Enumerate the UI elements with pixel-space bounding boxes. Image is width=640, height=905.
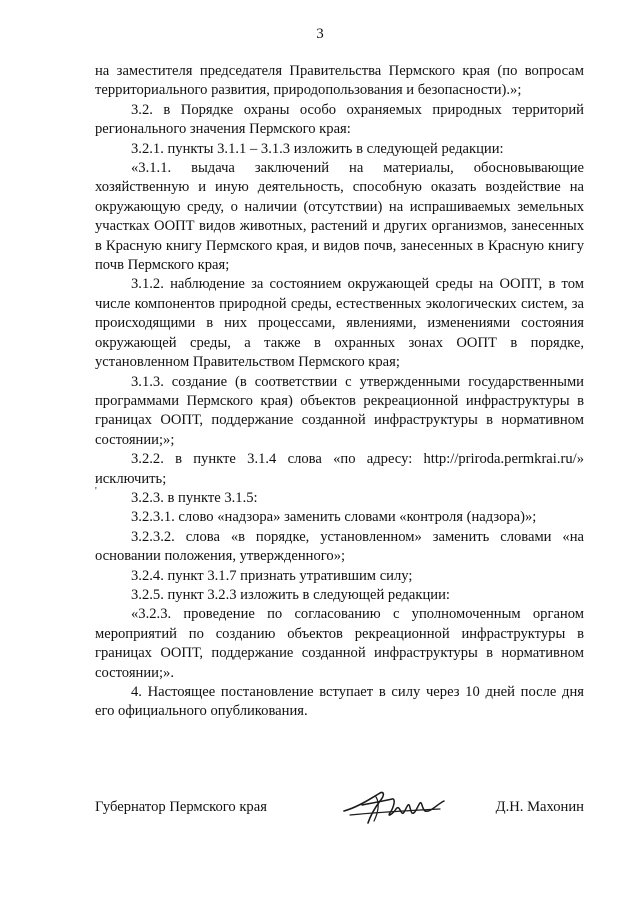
paragraph-3-2-3: 3.2.3. в пункте 3.1.5: <box>131 489 258 506</box>
paragraph-closing-previous: на заместителя председателя Правительства Пермского края (по вопросам территориального развития, природопользования и безопасности).»; <box>95 63 584 99</box>
paragraph-3-1-3: 3.1.3. создание (в соответствии с утвержденными государственными программами Пермского края) объектов рекреационной инфраструктуры в границах ООПТ, поддержание созданной инфраструктуры в нормативном состоянии;»; <box>95 373 584 448</box>
signatory-title: Губернатор Пермского края <box>95 799 267 815</box>
paragraph-3-2-1: 3.2.1. пункты 3.1.1 – 3.1.3 изложить в следующей редакции: <box>131 140 504 157</box>
paragraph-3-2: 3.2. в Порядке охраны особо охраняемых природных территорий регионального значения Пермского края: <box>95 101 584 138</box>
signature-block <box>95 797 584 821</box>
paragraph-3-2-2: 3.2.2. в пункте 3.1.4 слова «по адресу: http://priroda.permkrai.ru/» исключить; <box>95 451 584 487</box>
paragraph-4-effective-date: 4. Настоящее постановление вступает в силу через 10 дней после дня его официального опубликования. <box>95 684 584 720</box>
page-number: 3 <box>316 26 324 42</box>
handwritten-signature-icon <box>340 785 450 827</box>
document-body <box>95 62 584 722</box>
paragraph-3-2-4: 3.2.4. пункт 3.1.7 признать утратившим силу; <box>131 567 413 584</box>
paragraph-3-1-2: 3.1.2. наблюдение за состоянием окружающей среды на ООПТ, в том числе компонентов природной среды, естественных экологических систем, за происходящими в них процессами, явлениями, изменениями состояния окружающей среды, а также в охранных зонах ООПТ в порядке, установленном Правительством Пермского края; <box>95 276 584 371</box>
paragraph-3-2-5: 3.2.5. пункт 3.2.3 изложить в следующей редакции: <box>131 586 450 603</box>
paragraph-3-2-3-new: «3.2.3. проведение по согласованию с уполномоченным органом мероприятий по созданию объектов рекреационной инфраструктуры в границах ООПТ, поддержание созданной инфраструктуры в нормативном состоянии;». <box>95 606 584 681</box>
signatory-name: Д.Н. Махонин <box>495 799 584 815</box>
paragraph-3-1-1: «3.1.1. выдача заключений на материалы, обосновывающие хозяйственную и иную деятельность, способную оказать воздействие на окружающую среду, о наличии (отсутствии) на испрашиваемых земельных участках ООПТ видов животных, растений и других организмов, занесенных в Красную книгу Пермского края, и видов почв, занесенных в Красную книгу почв Пермского края; <box>95 160 584 274</box>
stray-mark: ' <box>95 486 97 497</box>
paragraph-3-2-3-1: 3.2.3.1. слово «надзора» заменить словами «контроля (надзора)»; <box>131 509 537 526</box>
paragraph-3-2-3-2: 3.2.3.2. слова «в порядке, установленном» заменить словами «на основании положения, утвержденного»; <box>95 528 584 565</box>
